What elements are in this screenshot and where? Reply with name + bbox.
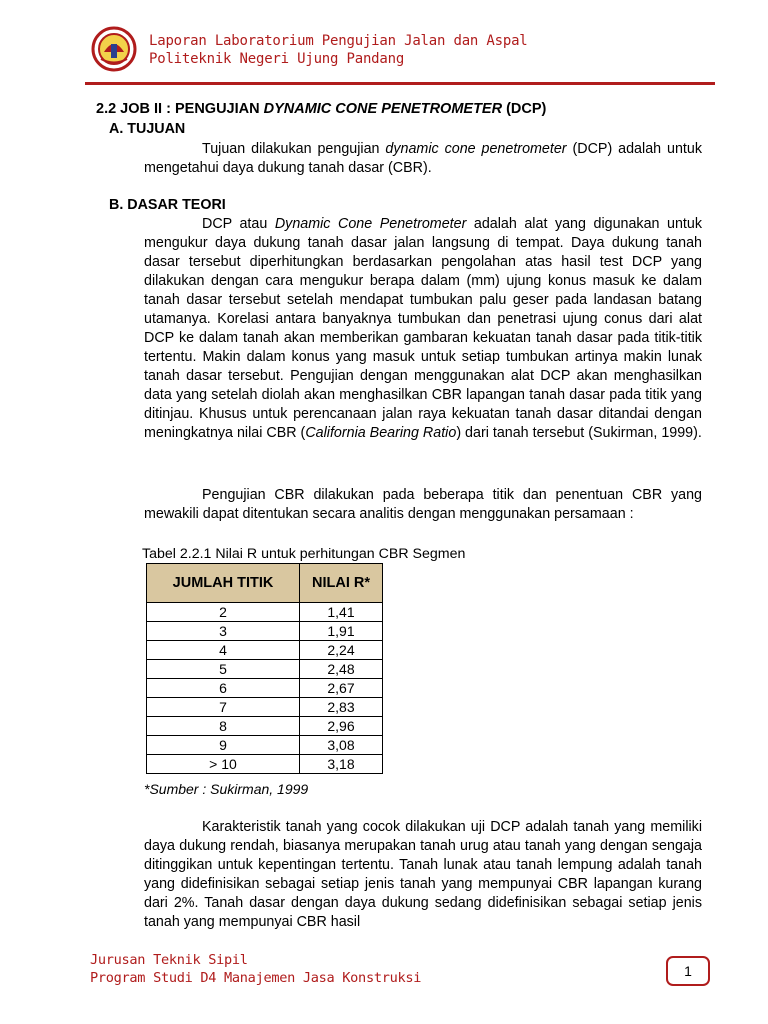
table-row: 2 1,41 (147, 603, 383, 622)
page-number: 1 (666, 956, 710, 986)
page-header (85, 22, 715, 85)
table-row: 7 2,83 (147, 698, 383, 717)
table-row: 8 2,96 (147, 717, 383, 736)
footer-department: Jurusan Teknik Sipil (90, 952, 248, 968)
job-title-suffix: (DCP) (502, 101, 547, 117)
table-row: 3 1,91 (147, 622, 383, 641)
table-caption: Tabel 2.2.1 Nilai R untuk perhitungan CBR Segmen (142, 546, 466, 562)
col-header-nilai-r: NILAI R* (300, 564, 383, 603)
section-b-heading: B. DASAR TEORI (109, 197, 226, 213)
page-footer (90, 951, 421, 987)
table-row: 6 2,67 (147, 679, 383, 698)
table-row: 5 2,48 (147, 660, 383, 679)
table-row: 4 2,24 (147, 641, 383, 660)
section-a-text: Tujuan dilakukan pengujian dynamic cone penetrometer (DCP) adalah untuk mengetahui daya dukung tanah dasar (CBR). (144, 141, 703, 176)
section-b-paragraph-1: DCP atau Dynamic Cone Penetrometer adalah alat yang digunakan untuk mengukur daya dukung tanah dasar jalan langsung di tempat. Daya dukung tanah dasar tersebut diperhitungkan berdasarkan pengolahan atas hasil test DCP yang dilakukan dengan cara mengukur berapa dalam (mm) ujung konus masuk ke dalam tanah dasar tersebut setelah mendapat tumbukan palu geser pada landasan batang utamanya. Korelasi antara banyaknya tumbukan dan penetrasi ujung conus dari alat DCP ke dalam tanah akan memberikan gambaran kekuatan tanah dasar pada titik-titik tertentu. Makin dalam konus yang masuk untuk setiap tumbukan artinya makin lunak tanah dasar tersebut. Pengujian dengan menggunakan alat DCP akan menghasilkan data yang setelah diolah akan menghasilkan CBR lapangan tanah dasar pada titik yang ditinjau. Khusus untuk perencanaan jalan raya kekuatan tanah dasar ditandai dengan meningkatnya nilai CBR (California Bearing Ratio) dari tanah tersebut (Sukirman, 1999). (144, 216, 702, 441)
table-source-note: *Sumber : Sukirman, 1999 (144, 781, 309, 797)
r-value-table (146, 563, 383, 774)
job-title (96, 100, 546, 119)
header-institution: Politeknik Negeri Ujung Pandang (149, 51, 405, 67)
job-title-italic: DYNAMIC CONE PENETROMETER (263, 101, 503, 117)
header-lab-title: Laporan Laboratorium Pengujian Jalan dan Aspal (149, 33, 528, 49)
table-row: > 10 3,18 (147, 755, 383, 774)
paragraph-3: Karakteristik tanah yang cocok dilakukan uji DCP adalah tanah yang memiliki daya dukung rendah, biasanya merupakan tanah urug atau tanah yang dengan sengaja ditinggikan untuk kepentingan tertentu. Tanah lunak atau tanah lempung adalah tanah yang didefinisikan sebagai setiap jenis tanah yang mempunyai CBR lapangan kurang dari 2%. Tanah dasar dengan daya dukung sedang didefinisikan sebagai setiap jenis tanah yang mempunyai CBR hasil (144, 819, 702, 930)
section-b-paragraph-2: Pengujian CBR dilakukan pada beberapa titik dan penentuan CBR yang mewakili dapat ditentukan secara analitis dengan menggunakan persamaan : (144, 487, 702, 522)
table-row: 9 3,08 (147, 736, 383, 755)
footer-program: Program Studi D4 Manajemen Jasa Konstruksi (90, 970, 422, 986)
institution-logo-icon (91, 26, 137, 72)
section-a-heading: A. TUJUAN (109, 121, 186, 137)
job-title-prefix: 2.2 JOB II : PENGUJIAN (96, 101, 264, 117)
col-header-jumlah-titik: JUMLAH TITIK (147, 564, 300, 603)
